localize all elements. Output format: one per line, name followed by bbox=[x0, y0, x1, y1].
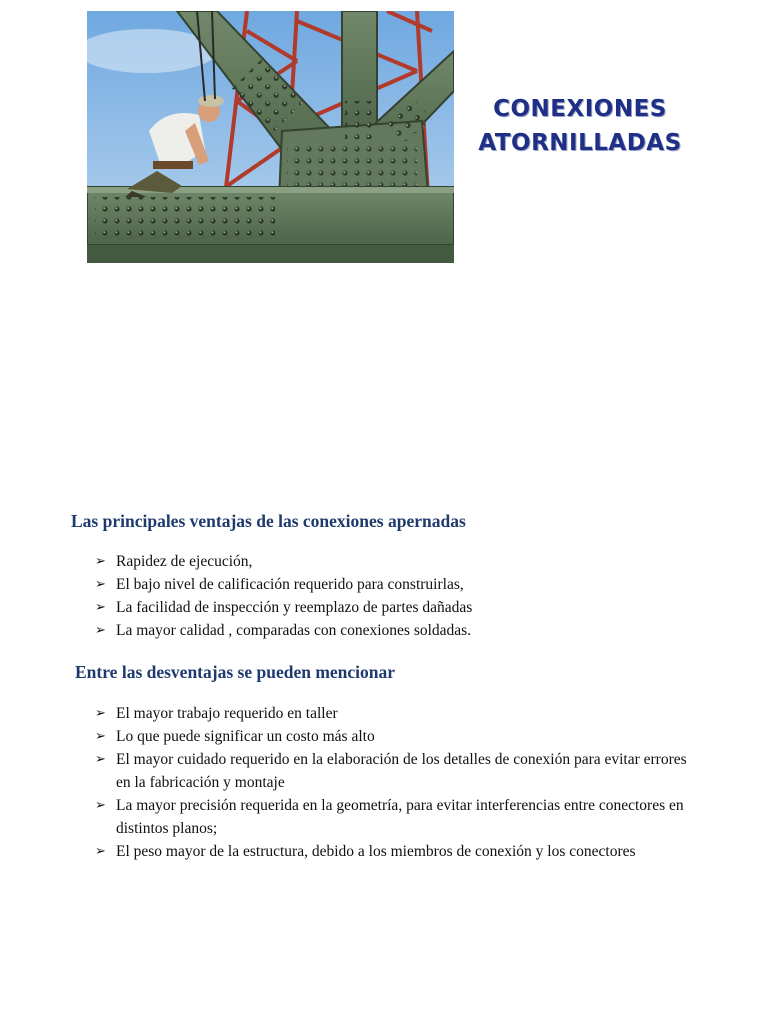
list-item bbox=[95, 619, 695, 642]
list-item-text: Rapidez de ejecución, bbox=[116, 553, 253, 570]
list-item-text: La facilidad de inspección y reemplazo de partes dañadas bbox=[116, 599, 473, 616]
list-item bbox=[95, 596, 695, 619]
list-item-text: Lo que puede significar un costo más alto bbox=[116, 728, 375, 745]
list-item-text: La mayor precisión requerida en la geometría, para evitar interferencias entre conectores en distintos planos; bbox=[116, 797, 684, 837]
disadvantages-heading: Entre las desventajas se pueden mencionar bbox=[75, 662, 396, 682]
document-title bbox=[462, 92, 698, 160]
steel-connection-photo bbox=[87, 11, 454, 263]
list-item bbox=[95, 550, 695, 573]
title-line-1: CONEXIONES bbox=[493, 96, 667, 122]
list-item bbox=[95, 748, 695, 794]
arrowhead-bullet-icon: ➢ bbox=[95, 729, 106, 744]
list-item-text: El mayor trabajo requerido en taller bbox=[116, 705, 338, 722]
arrowhead-bullet-icon: ➢ bbox=[95, 844, 106, 859]
list-item bbox=[95, 702, 695, 725]
list-item bbox=[95, 725, 695, 748]
arrowhead-bullet-icon: ➢ bbox=[95, 600, 106, 615]
list-item-text: El mayor cuidado requerido en la elaboración de los detalles de conexión para evitar errores en la fabricación y montaje bbox=[116, 751, 687, 791]
arrowhead-bullet-icon: ➢ bbox=[95, 798, 106, 813]
list-item bbox=[95, 840, 695, 863]
list-item-text: La mayor calidad , comparadas con conexiones soldadas. bbox=[116, 622, 472, 639]
disadvantages-list bbox=[95, 702, 695, 863]
arrowhead-bullet-icon: ➢ bbox=[95, 554, 106, 569]
list-item bbox=[95, 794, 695, 840]
list-item bbox=[95, 573, 695, 596]
arrowhead-bullet-icon: ➢ bbox=[95, 706, 106, 721]
arrowhead-bullet-icon: ➢ bbox=[95, 623, 106, 638]
list-item-text: El bajo nivel de calificación requerido para construirlas, bbox=[116, 576, 464, 593]
advantages-heading: Las principales ventajas de las conexiones apernadas bbox=[71, 511, 466, 531]
arrowhead-bullet-icon: ➢ bbox=[95, 752, 106, 767]
arrowhead-bullet-icon: ➢ bbox=[95, 577, 106, 592]
advantages-list bbox=[95, 550, 695, 642]
list-item-text: El peso mayor de la estructura, debido a los miembros de conexión y los conectores bbox=[116, 843, 636, 860]
title-line-2: ATORNILLADAS bbox=[478, 130, 682, 156]
